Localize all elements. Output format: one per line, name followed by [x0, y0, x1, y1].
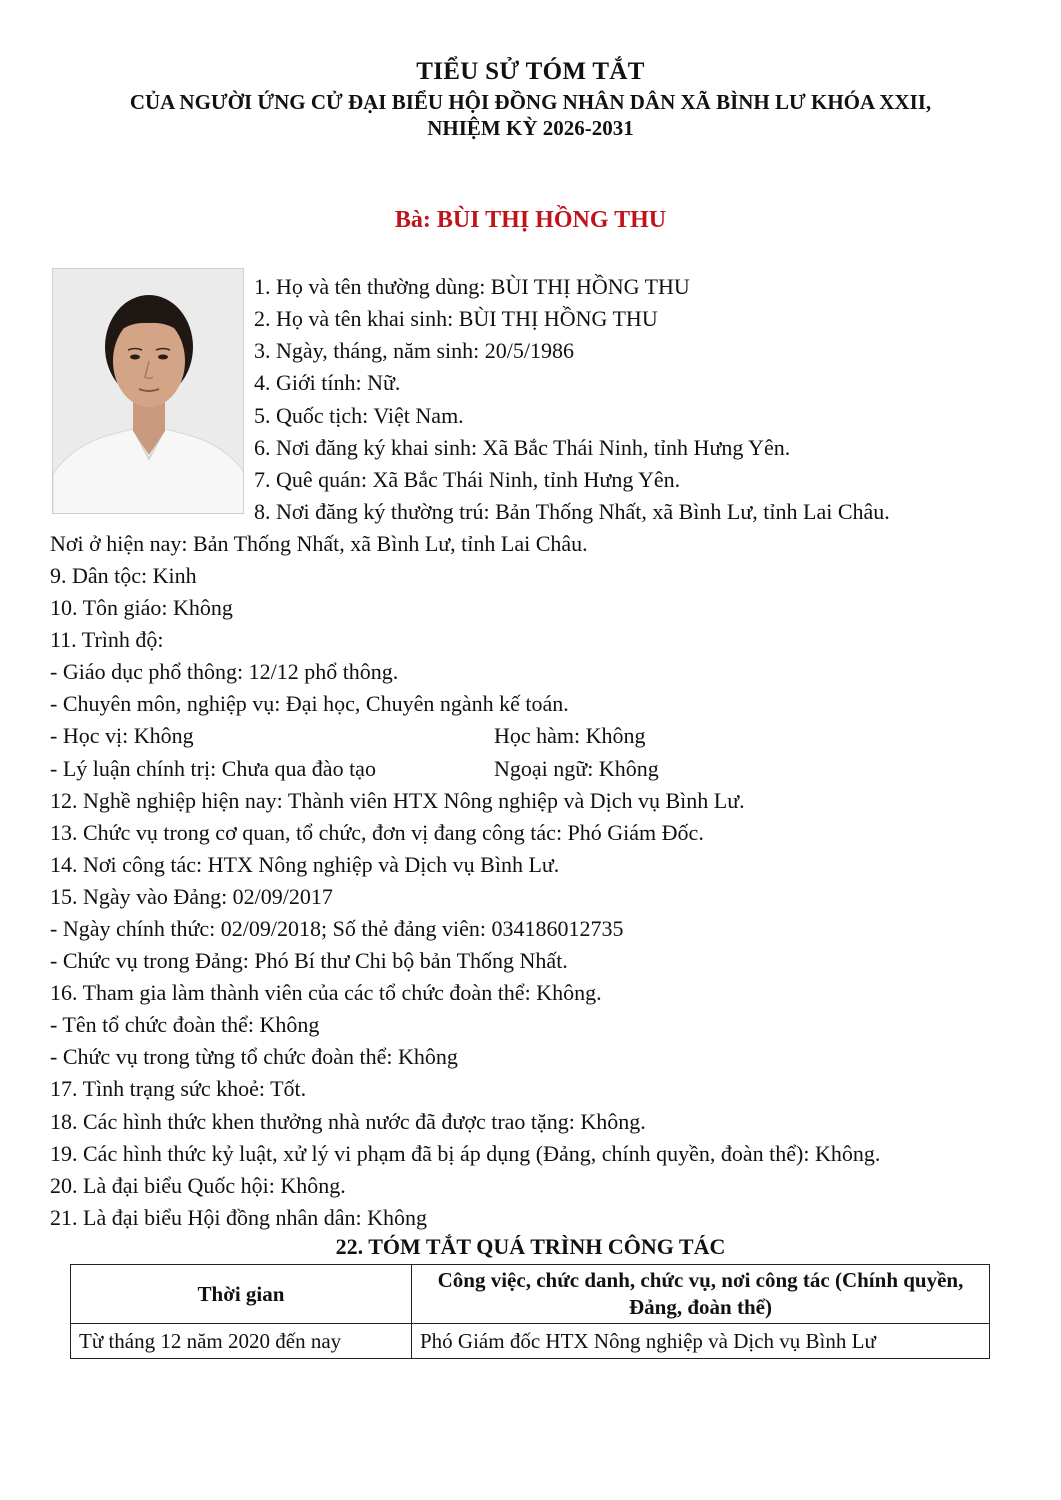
item-6: 6. Nơi đăng ký khai sinh: Xã Bắc Thái Ninh, tỉnh Hưng Yên.: [254, 435, 791, 460]
table-row: [71, 1324, 990, 1359]
item-16: 16. Tham gia làm thành viên của các tổ chức đoàn thể: Không.: [50, 980, 602, 1005]
work-history-table: [70, 1264, 990, 1359]
table-header-row: [71, 1265, 990, 1324]
item-15: 15. Ngày vào Đảng: 02/09/2017: [50, 884, 333, 909]
document-subtitle-line2: NHIỆM KỲ 2026-2031: [427, 116, 634, 140]
item-1: 1. Họ và tên thường dùng: BÙI THỊ HỒNG THU: [254, 274, 690, 299]
item-14: 14. Nơi công tác: HTX Nông nghiệp và Dịch vụ Bình Lư.: [50, 852, 560, 877]
column-header-time: Thời gian: [71, 1265, 412, 1324]
document-title: TIỂU SỬ TÓM TẮT: [416, 58, 645, 85]
item-2: 2. Họ và tên khai sinh: BÙI THỊ HỒNG THU: [254, 306, 658, 331]
item-11-degree: - Học vị: Không: [50, 723, 194, 748]
work-history-title: 22. TÓM TẮT QUÁ TRÌNH CÔNG TÁC: [335, 1234, 726, 1259]
item-15-official-date: - Ngày chính thức: 02/09/2018; Số thẻ đảng viên: 034186012735: [50, 916, 624, 941]
candidate-heading: Bà: BÙI THỊ HỒNG THU: [394, 207, 667, 233]
item-13: 13. Chức vụ trong cơ quan, tổ chức, đơn vị đang công tác: Phó Giám Đốc.: [50, 820, 704, 845]
item-11-academic-title: Học hàm: Không: [494, 723, 646, 748]
item-11-political-theory: - Lý luận chính trị: Chưa qua đào tạo: [50, 756, 376, 781]
item-17: 17. Tình trạng sức khoẻ: Tốt.: [50, 1076, 307, 1101]
candidate-photo: [52, 268, 244, 514]
document-subtitle-line1: CỦA NGƯỜI ỨNG CỬ ĐẠI BIỂU HỘI ĐỒNG NHÂN DÂN XÃ BÌNH LƯ KHÓA XXII,: [129, 90, 932, 114]
item-9: 9. Dân tộc: Kinh: [50, 563, 197, 588]
column-header-role: Công việc, chức danh, chức vụ, nơi công tác (Chính quyền, Đảng, đoàn thể): [412, 1265, 990, 1324]
item-18: 18. Các hình thức khen thưởng nhà nước đã được trao tặng: Không.: [50, 1109, 646, 1134]
item-10: 10. Tôn giáo: Không: [50, 595, 233, 620]
item-20: 20. Là đại biểu Quốc hội: Không.: [50, 1173, 346, 1198]
item-11-foreign-language: Ngoại ngữ: Không: [494, 756, 659, 781]
item-11-general-education: - Giáo dục phổ thông: 12/12 phổ thông.: [50, 659, 399, 684]
current-residence: Nơi ở hiện nay: Bản Thống Nhất, xã Bình Lư, tỉnh Lai Châu.: [50, 531, 588, 556]
item-5: 5. Quốc tịch: Việt Nam.: [254, 403, 464, 428]
item-7: 7. Quê quán: Xã Bắc Thái Ninh, tỉnh Hưng Yên.: [254, 467, 681, 492]
item-3: 3. Ngày, tháng, năm sinh: 20/5/1986: [254, 338, 574, 363]
item-4: 4. Giới tính: Nữ.: [254, 370, 401, 395]
item-8: 8. Nơi đăng ký thường trú: Bản Thống Nhất, xã Bình Lư, tỉnh Lai Châu.: [254, 499, 890, 524]
portrait-image: [53, 269, 244, 514]
item-16-org-position: - Chức vụ trong từng tổ chức đoàn thể: Không: [50, 1044, 458, 1069]
cell-time: Từ tháng 12 năm 2020 đến nay: [71, 1324, 412, 1359]
cell-role: Phó Giám đốc HTX Nông nghiệp và Dịch vụ Bình Lư: [412, 1324, 990, 1359]
item-12: 12. Nghề nghiệp hiện nay: Thành viên HTX Nông nghiệp và Dịch vụ Bình Lư.: [50, 788, 745, 813]
item-11-professional: - Chuyên môn, nghiệp vụ: Đại học, Chuyên ngành kế toán.: [50, 691, 569, 716]
item-21: 21. Là đại biểu Hội đồng nhân dân: Không: [50, 1205, 427, 1230]
item-15-party-position: - Chức vụ trong Đảng: Phó Bí thư Chi bộ bản Thống Nhất.: [50, 948, 568, 973]
item-11: 11. Trình độ:: [50, 627, 164, 652]
item-19: 19. Các hình thức kỷ luật, xử lý vi phạm đã bị áp dụng (Đảng, chính quyền, đoàn thể): Không.: [50, 1141, 881, 1166]
item-16-org-name: - Tên tổ chức đoàn thể: Không: [50, 1012, 320, 1037]
